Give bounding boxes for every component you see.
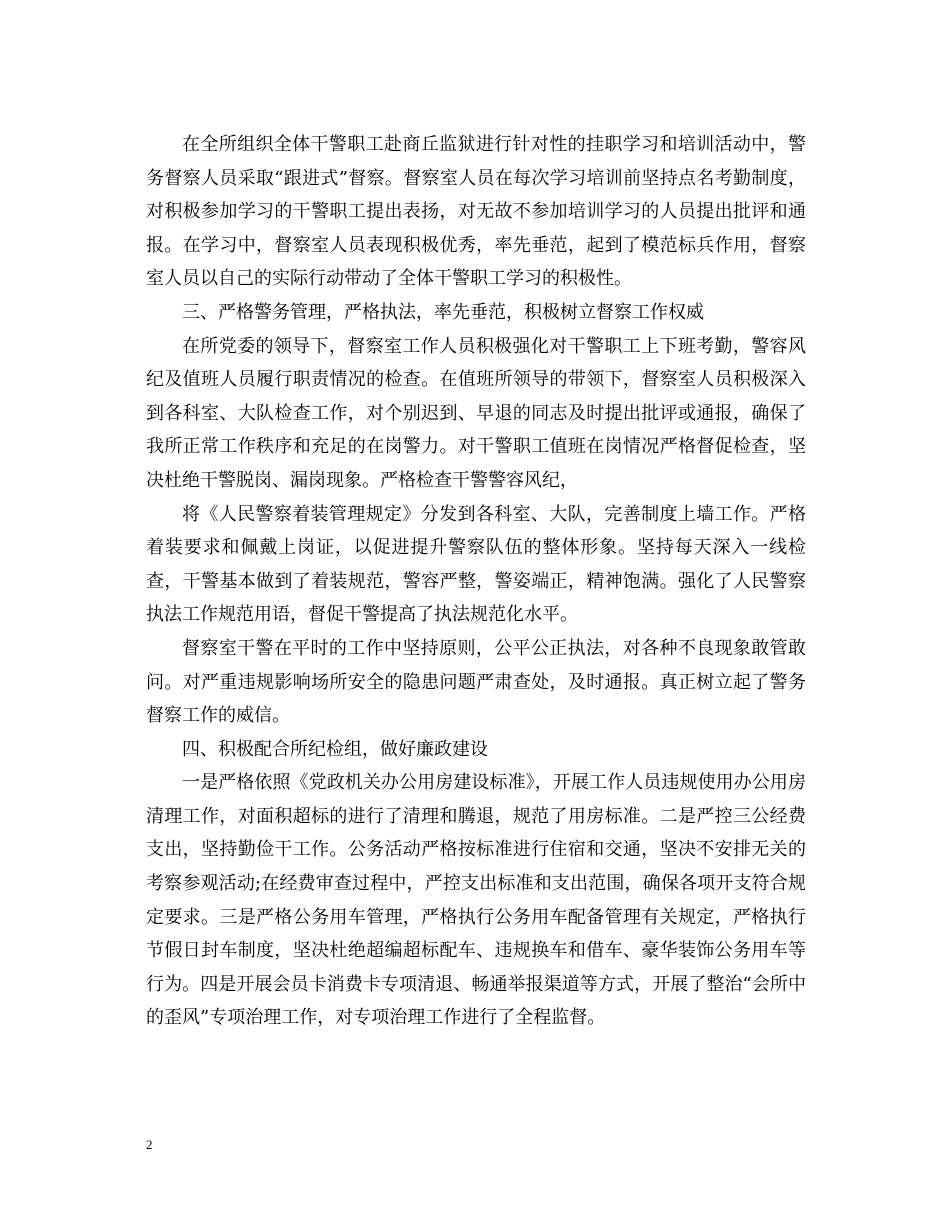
paragraph-integrity-building: 一是严格依照《党政机关办公用房建设标准》，开展工作人员违规使用办公用房清理工作，对面积超标的进行了清理和腾退，规范了用房标准。二是严控三公经费支出，坚持勤俭干工作。公务活动严格按标准进行住宿和交通，坚决不安排无关的考察参观活动;在经费审查过程中，严控支出标准和支出范围，确保各项开支符合规定要求。三是严格公务用车管理，严格执行公务用车配备管理有关规定，严格执行节假日封车制度，坚决杜绝超编超标配车、违规换车和借车、豪华装饰公务用车等行为。四是开展会员卡消费卡专项清退、畅通举报渠道等方式，开展了整治“会所中的歪风”专项治理工作，对专项治理工作进行了全程监督。 — [146, 772, 806, 1029]
document-body — [146, 128, 806, 1035]
paragraph-attendance-inspection: 在所党委的领导下，督察室工作人员积极强化对干警职工上下班考勤，警容风纪及值班人员履行职责情况的检查。在值班所领导的带领下，督察室人员积极深入到各科室、大队检查工作，对个别迟到、早退的同志及时提出批评或通报，确保了我所正常工作秩序和充足的在岗警力。对干警职工值班在岗情况严格督促检查，坚决杜绝干警脱岗、漏岗现象。严格检查干警警容风纪， — [146, 335, 806, 491]
paragraph-uniform-regulations: 将《人民警察着装管理规定》分发到各科室、大队，完善制度上墙工作。严格着装要求和佩戴上岗证，以促进提升警察队伍的整体形象。坚持每天深入一线检查，干警基本做到了着装规范，警容严整，警姿端正，精神饱满。强化了人民警察执法工作规范用语，督促干警提高了执法规范化水平。 — [146, 503, 806, 626]
section-heading-four: 四、积极配合所纪检组，做好廉政建设 — [182, 738, 488, 760]
paragraph-enforcement-authority: 督察室干警在平时的工作中坚持原则，公平公正执法，对各种不良现象敢管敢问。对严重违规影响场所安全的隐患问题严肃查处，及时通报。真正树立起了警务督察工作的威信。 — [146, 637, 806, 727]
page-number: 2 — [146, 1137, 153, 1152]
section-heading-three: 三、严格警务管理，严格执法，率先垂范，积极树立督察工作权威 — [182, 301, 704, 323]
paragraph-training-supervision: 在全所组织全体干警职工赴商丘监狱进行针对性的挂职学习和培训活动中，警务督察人员采取“跟进式”督察。督察室人员在每次学习培训前坚持点名考勤制度，对积极参加学习的干警职工提出表扬，对无故不参加培训学习的人员提出批评和通报。在学习中，督察室人员表现积极优秀，率先垂范，起到了模范标兵作用，督察室人员以自己的实际行动带动了全体干警职工学习的积极性。 — [146, 134, 806, 290]
